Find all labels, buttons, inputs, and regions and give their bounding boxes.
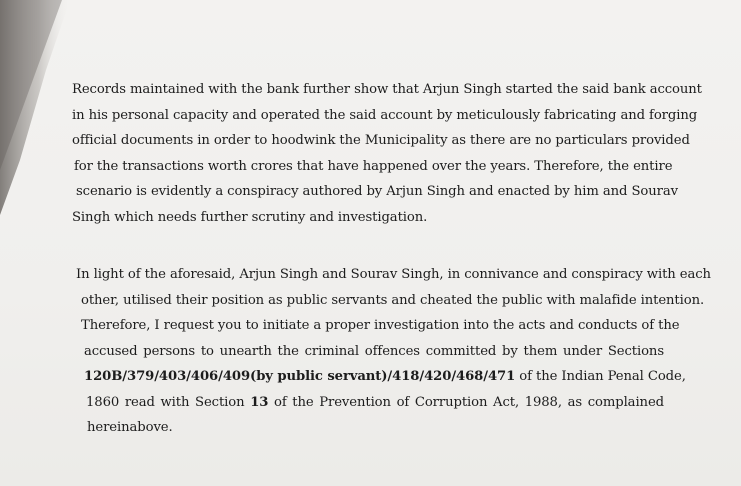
- paragraph-2: [76, 262, 711, 441]
- paragraph-1-line: Records maintained with the bank further show that Arjun Singh started the said bank account: [72, 82, 702, 97]
- paragraph-1: [72, 77, 702, 230]
- pc-act-section-text: 13: [250, 394, 269, 410]
- paragraph-1-line: in his personal capacity and operated the said account by meticulously fabricating and forging: [72, 107, 698, 123]
- paragraph-2-line: other, utilised their position as public servants and cheated the public with malafide intention.: [81, 292, 705, 308]
- paragraph-1-line: official documents in order to hoodwink the Municipality as there are no particulars provided: [72, 133, 690, 148]
- ipc-reference-text: of the Indian Penal Code,: [515, 369, 686, 384]
- paragraph-2-line-sections: [84, 364, 686, 390]
- paragraph-1-line: scenario is evidently a conspiracy authored by Arjun Singh and enacted by him and Sourav: [76, 184, 678, 199]
- page-fold-shadow: [0, 0, 80, 486]
- paragraph-1-line: Singh which needs further scrutiny and investigation.: [72, 209, 428, 225]
- act-year-text: 1860 read with Section: [86, 394, 251, 410]
- paragraph-2-line: accused persons to unearth the criminal offences committed by them under Sections: [84, 343, 664, 359]
- paragraph-2-line: Therefore, I request you to initiate a proper investigation into the acts and conducts of the: [81, 318, 680, 333]
- ipc-sections-text: 120B/379/403/406/409(by public servant)/418/420/468/471: [84, 369, 516, 384]
- paragraph-2-line: In light of the aforesaid, Arjun Singh and Sourav Singh, in connivance and conspiracy with each: [76, 267, 711, 282]
- paragraph-1-line: for the transactions worth crores that have happened over the years. Therefore, the entire: [74, 158, 673, 174]
- paragraph-2-line: hereinabove.: [87, 420, 173, 435]
- paragraph-2-line-act: [86, 390, 664, 416]
- pc-act-reference-text: of the Prevention of Corruption Act, 1988, as complained: [268, 394, 664, 410]
